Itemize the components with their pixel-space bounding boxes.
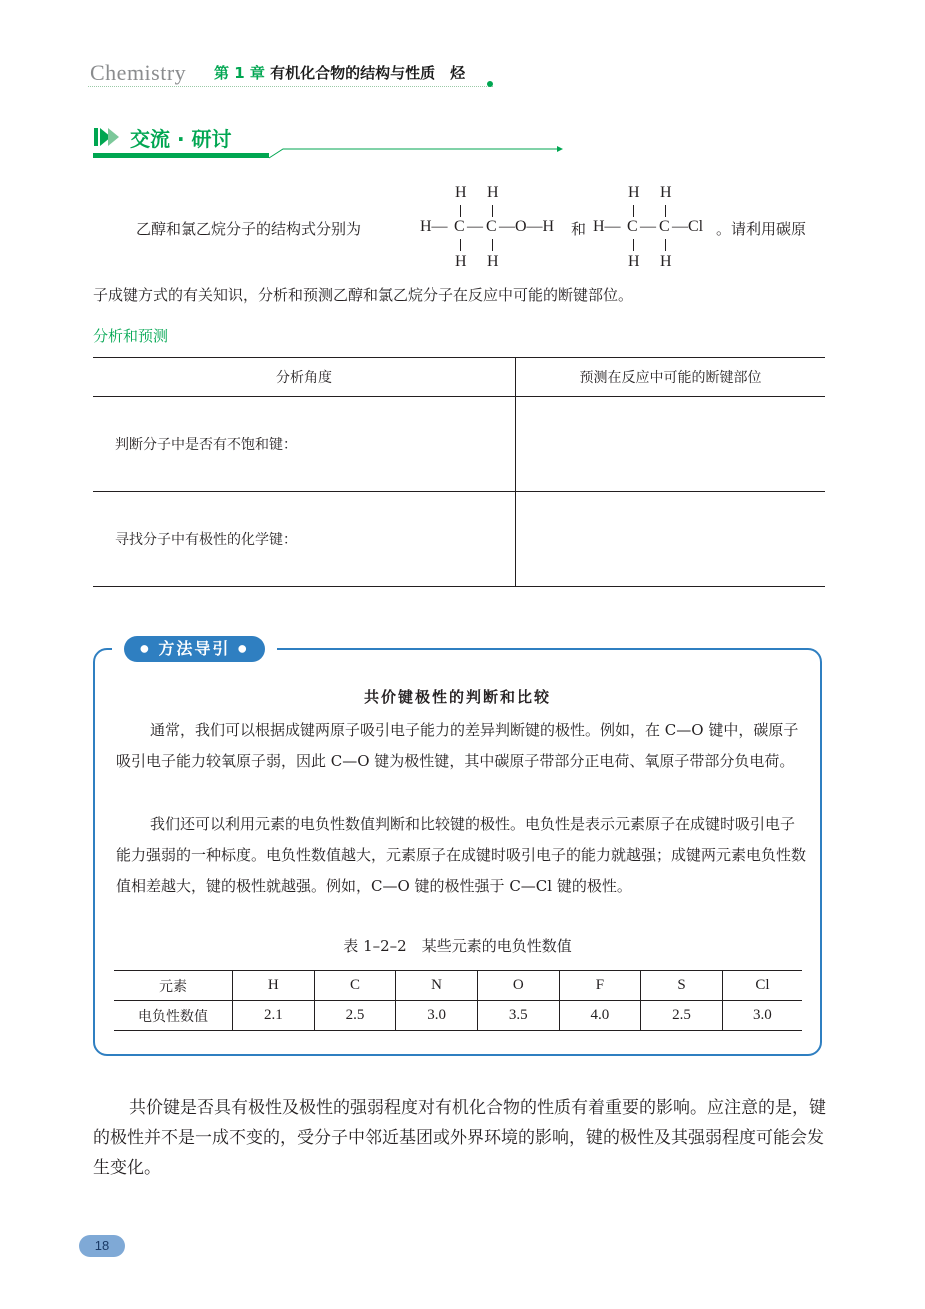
intro-line-1 — [136, 216, 361, 242]
ethanol-chain-oh: —O—H — [499, 218, 555, 235]
bullet-dot-icon: ● — [237, 643, 249, 655]
col-header-angle: 分析角度 — [93, 358, 516, 397]
chloroethane-chain-bond: — — [640, 218, 656, 235]
table-row — [114, 971, 802, 1001]
value-cell: 3.0 — [722, 1001, 802, 1031]
ethanol-chain-c2: C — [486, 218, 497, 235]
answer-cell[interactable] — [516, 397, 826, 492]
chloroethane-chain-c2: C — [659, 218, 670, 235]
bond-line — [633, 239, 634, 251]
bond-line — [665, 205, 666, 217]
intro-connector: 和 — [571, 220, 587, 238]
ethanol-chain-c1: C — [454, 218, 465, 235]
subject-title: Chemistry — [90, 60, 187, 85]
analysis-table — [93, 357, 825, 587]
chapter-suffix: 章 — [249, 64, 265, 82]
method-title: 共价键极性的判断和比较 — [363, 688, 551, 706]
closing-paragraph: 共价键是否具有极性及极性的强弱程度对有机化合物的性质有着重要的影响。应注意的是，键的极性并不是一成不变的，受分子中邻近基团或外界环境的影响，键的极性及其强弱程度可能会发生变化。 — [93, 1098, 826, 1178]
value-cell: 2.1 — [233, 1001, 315, 1031]
method-paragraph-2: 我们还可以利用元素的电负性数值判断和比较键的极性。电负性是表示元素原子在成键时吸引电子能力强弱的一种标度。电负性数值越大，元素原子在成键时吸引电子的能力就越强；成键两元素电负性数值相差越大，键的极性就越强。例如，C—O 键的极性强于 C—Cl 键的极性。 — [116, 815, 807, 895]
ethanol-bottom-h-2: H — [487, 253, 499, 270]
method-tag — [112, 636, 277, 662]
chloroethane-bottom-h-2: H — [660, 253, 672, 270]
element-cell: S — [641, 971, 723, 1001]
value-cell: 2.5 — [641, 1001, 723, 1031]
element-cell: F — [559, 971, 641, 1001]
answer-cell[interactable] — [516, 492, 826, 587]
value-cell: 3.5 — [477, 1001, 559, 1031]
method-paragraph-1: 通常，我们可以根据成键两原子吸引电子能力的差异判断键的极性。例如，在 C—O 键中，碳原子吸引电子能力较氧原子弱，因此 C—O 键为极性键，其中碳原子带部分正电荷、氧原子带部分负电荷。 — [116, 721, 799, 770]
chloroethane-bottom-h-1: H — [628, 253, 640, 270]
bond-line — [492, 239, 493, 251]
analysis-heading: 分析和预测 — [93, 327, 169, 345]
chloroethane-formula — [593, 184, 733, 274]
element-cell: Cl — [722, 971, 802, 1001]
chloroethane-chain-c1: C — [627, 218, 638, 235]
bond-line — [633, 205, 634, 217]
row-label-electronegativity: 电负性数值 — [114, 1001, 233, 1031]
table-row — [93, 492, 825, 587]
table-caption: 表 1–2–2 某些元素的电负性数值 — [343, 937, 572, 955]
play-arrow-icon — [94, 128, 120, 146]
bullet-dot-icon: ● — [140, 643, 151, 655]
chapter-title: 有机化合物的结构与性质 烃 — [270, 64, 466, 82]
element-cell: N — [396, 971, 478, 1001]
bond-line — [460, 239, 461, 251]
intro-text-before: 乙醇和氯乙烷分子的结构式分别为 — [136, 220, 362, 238]
element-cell: H — [233, 971, 315, 1001]
electronegativity-table — [114, 970, 802, 1031]
element-cell: O — [477, 971, 559, 1001]
chloroethane-chain-cl: —Cl — [672, 218, 704, 235]
table-row — [93, 397, 825, 492]
bond-line — [665, 239, 666, 251]
section-title: 交流 · 研讨 — [130, 127, 232, 151]
ethanol-formula — [420, 184, 590, 274]
value-cell: 3.0 — [396, 1001, 478, 1031]
bond-line — [492, 205, 493, 217]
value-cell: 4.0 — [559, 1001, 641, 1031]
method-tag-label: 方法导引 — [158, 639, 231, 658]
col-header-prediction: 预测在反应中可能的断键部位 — [516, 358, 826, 397]
header-rule — [88, 86, 493, 87]
table-header-row — [93, 358, 825, 397]
row-label-element: 元素 — [114, 971, 233, 1001]
chloroethane-chain-h: H— — [593, 218, 621, 235]
chloroethane-top-h-1: H — [628, 184, 640, 201]
chapter-heading — [214, 62, 465, 83]
ethanol-top-h-2: H — [487, 184, 499, 201]
ethanol-top-h-1: H — [455, 184, 467, 201]
element-cell: C — [314, 971, 396, 1001]
chapter-number: 1 — [234, 64, 245, 82]
table-row — [114, 1001, 802, 1031]
ethanol-bottom-h-1: H — [455, 253, 467, 270]
intro-line-2: 子成键方式的有关知识，分析和预测乙醇和氯乙烷分子在反应中可能的断键部位。 — [93, 286, 634, 304]
header-dot — [487, 81, 493, 87]
ethanol-chain-bond: — — [467, 218, 483, 235]
ethanol-chain-h: H— — [420, 218, 448, 235]
row-unsaturated-bond: 判断分子中是否有不饱和键： — [93, 397, 516, 492]
chloroethane-top-h-2: H — [660, 184, 672, 201]
chapter-prefix: 第 — [214, 64, 230, 82]
row-polar-bond: 寻找分子中有极性的化学键： — [93, 492, 516, 587]
section-underline — [93, 146, 563, 160]
page-number: 18 — [79, 1235, 125, 1257]
intro-text-after: 。请利用碳原 — [716, 220, 807, 238]
value-cell: 2.5 — [314, 1001, 396, 1031]
bond-line — [460, 205, 461, 217]
